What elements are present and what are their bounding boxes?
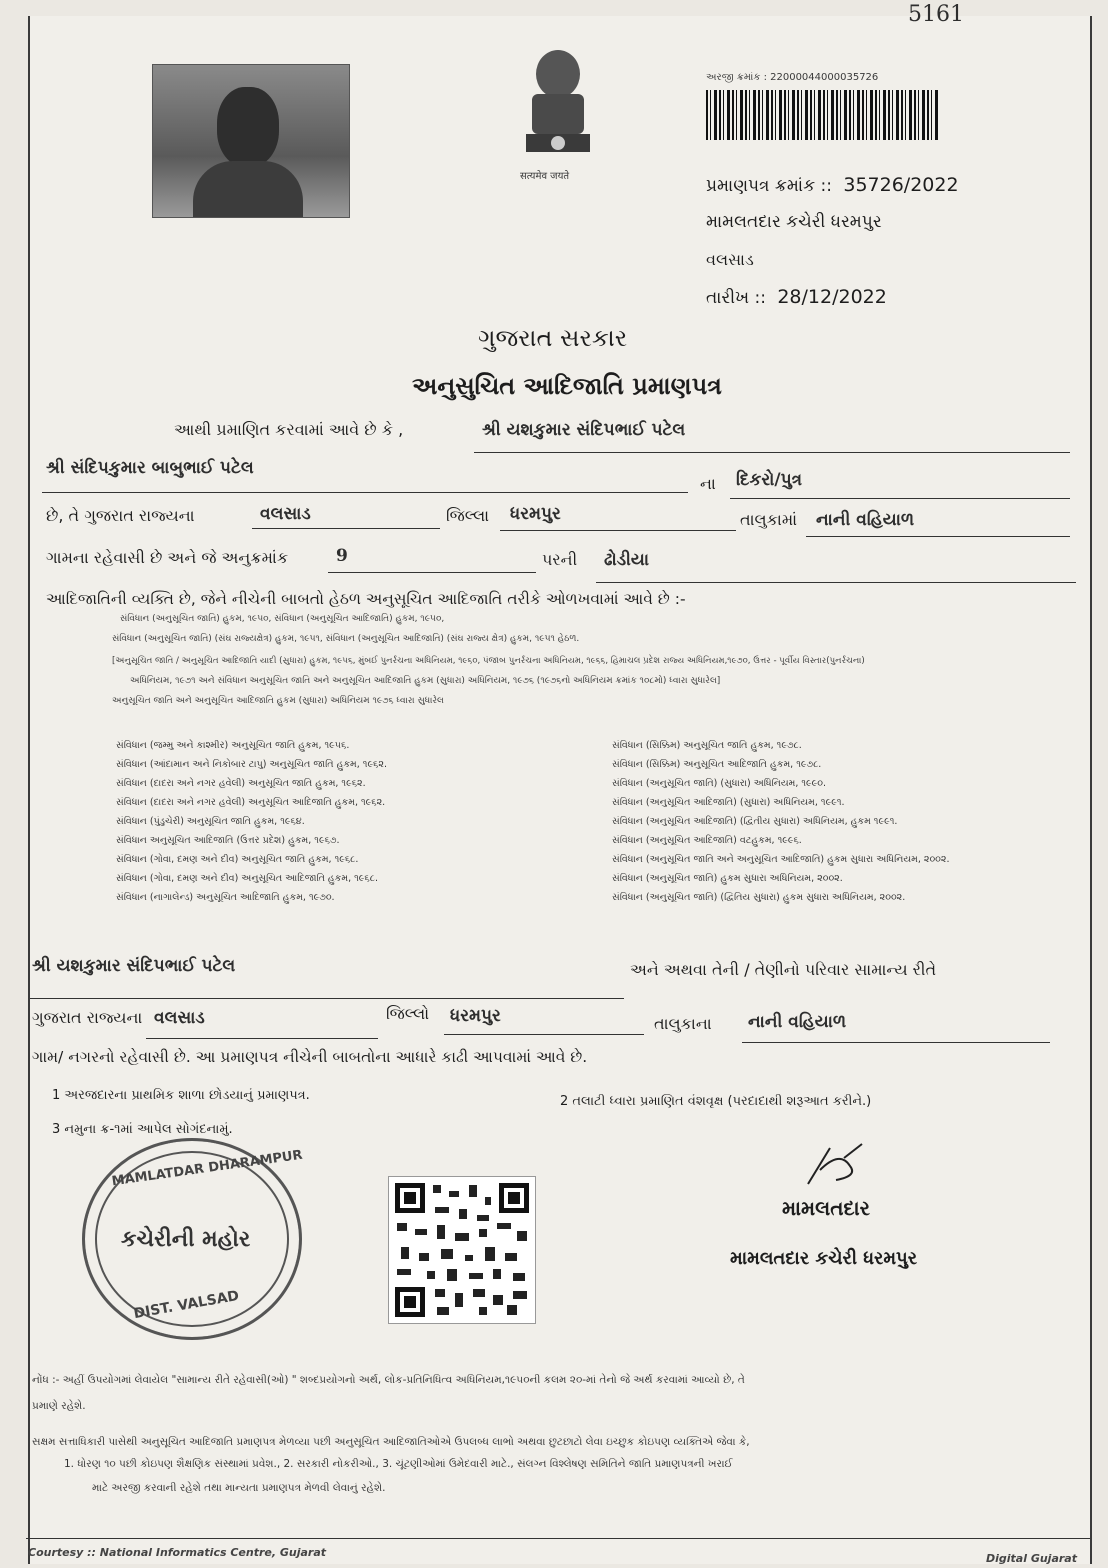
barcode (706, 90, 938, 140)
relation: દિકરો/પુત્ર (736, 470, 803, 490)
office-line1: મામલતદાર કચેરી ધરમપુર (706, 212, 882, 232)
seal-top-text: MAMLATDAR DHARAMPUR (110, 1147, 304, 1190)
underline (730, 498, 1070, 499)
family-text: અને અથવા તેની / તેણીનો પરિવાર સામાન્ય રીતે (630, 960, 937, 979)
applicant-photo (152, 64, 350, 218)
note-2: સક્ષમ સત્તાધિકારી પાસેથી અનુસૂચિત આદિજાતિ પ્રમાણપત્ર મેળવ્યા પછી અનુસૂચિત આદિજાતિઓએ ઉપલબ્ધ લાભો અથવા છુટછાટો લેવા ઇચ્છુક કોઇપણ વ્યક્તિએ જેવા કે, (32, 1436, 750, 1448)
list-item: સંવિધાન (દાદરા અને નગર હવેલી) અનુસૂચિત જાતિ હુકમ, ૧૯૬૨. (116, 778, 366, 789)
note-3: 1. ધોરણ ૧૦ પછી કોઇપણ શૈક્ષણિક સંસ્થામાં પ્રવેશ., 2. સરકારી નોકરીઓ., 3. ચૂંટણીઓમાં ઉમેદવારી માટે., સંલગ્ન વિશ્લેષણ સમિતિને જાતિ પ્રમાણપત્રની ખરાઈ (64, 1458, 733, 1470)
legal-line-1: સંવિધાન (અનુસૂચિત જાતિ) હુકમ, ૧૯૫૦, સંવિધાન (અનુસૂચિત આદિજાતિ) હુકમ, ૧૯૫૦, (120, 614, 445, 624)
title-government: ગુજરાત સરકાર (478, 324, 628, 352)
underline (252, 528, 440, 529)
list-item: સંવિધાન (અનુસૂચિત જાતિ) (સુધારા) અધિનિયમ, ૧૯૯૦. (612, 778, 827, 789)
underline (806, 536, 1070, 537)
par-text: પરની (542, 550, 578, 569)
underline (42, 492, 688, 493)
legal-line-5: અનુસૂચિત જાતિ અને અનુસૂચિત આદિજાતિ હુકમ (સુધારા) અધિનિયમ ૧૯૭૬ ધ્વારા સુધારેલ (112, 696, 444, 706)
resident-text: ગામના રહેવાસી છે અને જે અનુક્રમાંક (46, 548, 289, 567)
list-item: સંવિધાન (અનુસૂચિત જાતિ) હુકમ સુધારા અધિનિયમ, ૨૦૦૨. (612, 873, 843, 884)
taluka-value: ધરમપુર (510, 504, 561, 524)
tribe-text: આદિજાતિની વ્યક્તિ છે, જેને નીચેની બાબતો હેઠળ અનુસૂચિત આદિજાતિ તરીકે ઓળખવામાં આવે છે :- (46, 590, 686, 608)
office-seal (82, 1138, 302, 1340)
village-value-2: નાની વહિયાળ (748, 1012, 847, 1032)
underline (328, 572, 536, 573)
ashoka-emblem-icon (516, 44, 600, 174)
underline (444, 1034, 644, 1035)
signatory-title: મામલતદાર (782, 1196, 870, 1220)
emblem-motto: सत्यमेव जयते (520, 171, 570, 182)
date-value: 28/12/2022 (777, 286, 887, 308)
list-item: સંવિધાન (અનુસૂચિત જાતિ) (દ્વિતિય સુધારા) હુકમ સુધારા અધિનિયમ, ૨૦૦૨. (612, 892, 906, 903)
list-item: સંવિધાન (ગોવા, દમણ અને દીવ) અનુસૂચિત જાતિ હુકમ, ૧૯૬૮. (116, 854, 359, 865)
underline (474, 452, 1070, 453)
taluka-label: તાલુકામાં (740, 510, 798, 529)
father-name: શ્રી સંદિપકુમાર બાબુભાઈ પટેલ (46, 458, 254, 478)
orders-list-left (116, 740, 387, 911)
legal-line-3: [અનુસૂચિત જાતિ / અનુસૂચિત આદિજાતિ યાદી (સુધારા) હુકમ, ૧૯૫૬, મુંબઈ પુનર્રચના અધિનિયમ, ૧૯૬૦, પંજાબ પુનર્રચના અધિનિયમ, ૧૯૬૬, હિમાચલ પ્રદેશ રાજ્ય અધિનિયમ,૧૯૭૦, ઉત્તર - પૂર્વીય વિસ્તાર(પુનર્રચના) (112, 656, 865, 666)
list-item: સંવિધાન (જમ્મુ અને કાશ્મીર) અનુસૂચિત જાતિ હુકમ, ૧૯૫૬. (116, 740, 350, 751)
signatory-office: મામલતદાર કચેરી ધરમપુર (730, 1248, 918, 1269)
note-1b: પ્રમાણે રહેશે. (32, 1400, 86, 1412)
cert-no-label: પ્રમાણપત્ર ક્રમાંક :: (706, 176, 832, 196)
list-item: સંવિધાન (અનુસૂચિત જાતિ અને અનુસૂચિત આદિજાતિ) હુકમ સુધારા અધિનિયમ, ૨૦૦૨. (612, 854, 950, 865)
certify-text: આથી પ્રમાણિત કરવામાં આવે છે કે , (174, 420, 404, 439)
taluka-label-2: તાલુકાના (654, 1014, 712, 1033)
serial-number: 9 (336, 546, 348, 566)
basis-1: 1 અરજદારના પ્રાથમિક શાળા છોડયાનું પ્રમાણપત્ર. (52, 1088, 310, 1103)
footer-divider (26, 1538, 1090, 1539)
list-item: સંવિધાન (સિક્કિમ) અનુસૂચિત જાતિ હુકમ, ૧૯૭૮. (612, 740, 802, 751)
application-number: અરજી ક્રમાંક : 22000044000035726 (706, 72, 879, 83)
taluka-value-2: ધરમપુર (450, 1006, 501, 1026)
seal-bottom-text: DIST. VALSAD (132, 1287, 241, 1323)
certificate-number-row (706, 174, 959, 196)
list-item: સંવિધાન (પુંડુચેરી) અનુસૂચિત જાતિ હુકમ, ૧૯૬૪. (116, 816, 305, 827)
office-line2: વલસાડ (706, 250, 754, 269)
note-4: માટે અરજી કરવાની રહેશે તથા માન્યતા પ્રમાણપત્ર મેળવી લેવાનું રહેશે. (92, 1482, 386, 1494)
date-label: તારીખ :: (706, 288, 766, 308)
orders-list-right (612, 740, 950, 911)
corner-number: 5161 (908, 2, 964, 27)
list-item: સંવિધાન અનુસૂચિત આદિજાતિ (ઉત્તર પ્રદેશ) હુકમ, ૧૯૬૭. (116, 835, 340, 846)
district-label-2: જિલ્લો (386, 1004, 430, 1023)
list-item: સંવિધાન (આંદામાન અને નિકોબાર ટાપુ) અનુસૂચિત જાતિ હુકમ, ૧૯૬૨. (116, 759, 387, 770)
list-item: સંવિધાન (ગોવા, દમણ અને દીવ) અનુસૂચિત આદિજાતિ હુકમ, ૧૯૬૮. (116, 873, 378, 884)
legal-line-2: સંવિધાન (અનુસૂચિત જાતિ) (સંઘ રાજ્યક્ષેત્ર) હુકમ, ૧૯૫૧, સંવિધાન (અનુસૂચિત આદિજાતિ) (સંઘ રાજ્ય ક્ષેત્ર) હુકમ, ૧૯૫૧ હેઠળ. (112, 634, 580, 644)
na-text: ના (700, 474, 716, 493)
basis-3: 3 નમુના ક્ર-૧માં આપેલ સોગંદનામું. (52, 1122, 233, 1137)
state-prefix: છે, તે ગુજરાત રાજ્યના (46, 506, 195, 525)
qr-code (388, 1176, 536, 1324)
underline (146, 1038, 378, 1039)
state-label: ગુજરાત રાજ્યના (32, 1008, 143, 1027)
list-item: સંવિધાન (અનુસૂચિત આદિજાતિ) વટહુકમ, ૧૯૯૬. (612, 835, 802, 846)
footer-courtesy: Courtesy :: National Informatics Centre, Gujarat (28, 1546, 327, 1559)
underline (596, 582, 1076, 583)
holder-name-repeat: શ્રી યશકુમાર સંદિપભાઈ પટેલ (32, 956, 236, 976)
cert-no-value: 35726/2022 (843, 174, 959, 196)
date-row (706, 286, 887, 308)
underline (30, 998, 624, 999)
list-item: સંવિધાન (અનુસૂચિત આદિજાતિ) (સુધારા) અધિનિયમ, ૧૯૯૧. (612, 797, 845, 808)
district-value: વલસાડ (260, 504, 311, 524)
list-item: સંવિધાન (દાદરા અને નગર હવેલી) અનુસૂચિત આદિજાતિ હુકમ, ૧૯૬૨. (116, 797, 386, 808)
holder-name: શ્રી યશકુમાર સંદિપભાઈ પટેલ (482, 420, 686, 440)
village-line: ગામ/ નગરનો રહેવાસી છે. આ પ્રમાણપત્ર નીચેની બાબતોના આધારે કાઢી આપવામાં આવે છે. (32, 1048, 588, 1066)
district-value-2: વલસાડ (154, 1008, 205, 1028)
tribe-value: ઢોડીયા (604, 550, 649, 570)
underline (742, 1042, 1050, 1043)
certificate-sheet (28, 2, 1092, 1565)
district-label: જિલ્લા (446, 506, 490, 525)
legal-line-4: અધિનિયમ, ૧૯૭૧ અને સંવિધાન અનુસૂચિત જાતિ અને અનુસૂચિત આદિજાતિ હુકમ (સુધારા) અધિનિયમ, ૧૯૭૬ (૧૯૭૬નો અધિનિયમ ક્રમાંક ૧૦૮મો) ધ્વારા સુધારેલ] (130, 676, 721, 686)
basis-2: 2 તલાટી ધ્વારા પ્રમાણિત વંશવૃક્ષ (પરદાદાથી શરૂઆત કરીને.) (560, 1094, 872, 1109)
title-certificate: અનુસુચિત આદિજાતિ પ્રમાણપત્ર (412, 372, 722, 400)
list-item: સંવિધાન (નાગાલેન્ડ) અનુસૂચિત આદિજાતિ હુકમ, ૧૯૭૦. (116, 892, 335, 903)
signature-icon (800, 1140, 870, 1190)
seal-center-text: કચેરીની મહોર (121, 1227, 251, 1252)
village-value: નાની વહિયાળ (816, 510, 915, 530)
note-1: નોંધ :- અહીં ઉપયોગમાં લેવાયેલ "સામાન્ય રીતે રહેવાસી(ઓ) " શબ્દપ્રયોગનો અર્થ, લોક-પ્રતિનિધિત્વ અધિનિયમ,૧૯૫૦ની કલમ ૨૦-માં તેનો જે અર્થ કરવામાં આવ્યો છે, તે (32, 1374, 745, 1386)
list-item: સંવિધાન (અનુસૂચિત આદિજાતિ) (દ્વિતીય સુધારા) અધિનિયમ, હુકમ ૧૯૯૧. (612, 816, 898, 827)
list-item: સંવિધાન (સિક્કિમ) અનુસૂચિત આદિજાતિ હુકમ, ૧૯૭૮. (612, 759, 822, 770)
underline (500, 530, 736, 531)
footer-brand: Digital Gujarat (986, 1552, 1077, 1565)
